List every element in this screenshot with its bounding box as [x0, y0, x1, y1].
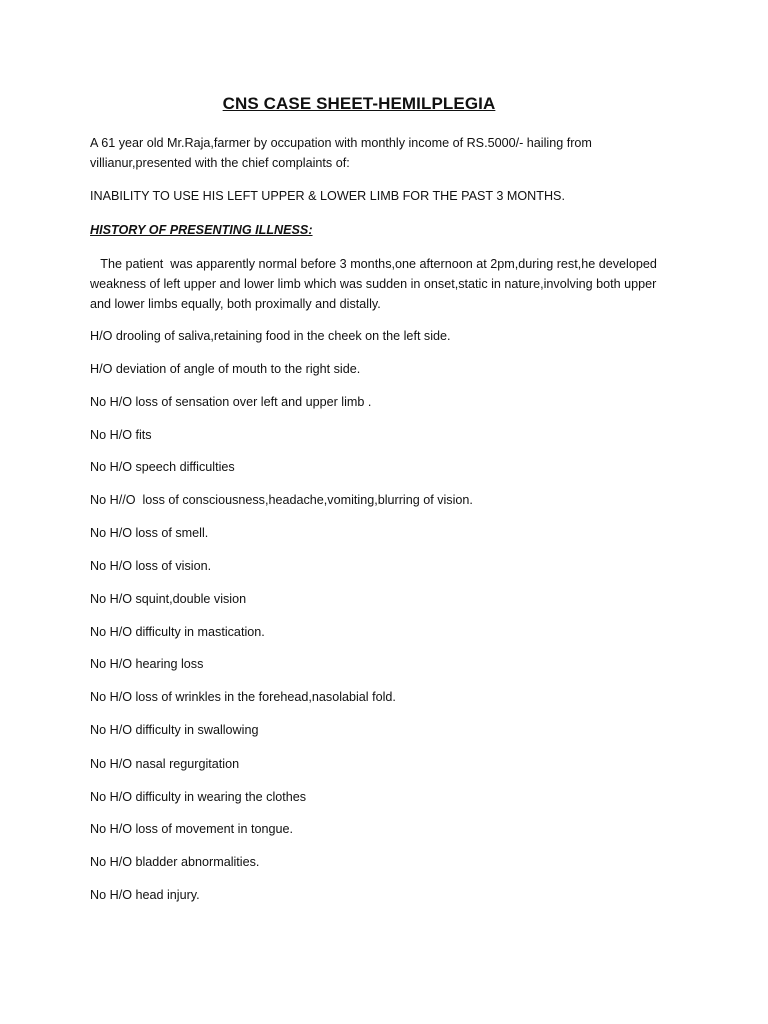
history-heading: HISTORY OF PRESENTING ILLNESS: [90, 223, 313, 237]
history-line-3: and lower limbs equally, both proximally and distally. [90, 297, 381, 311]
finding-line: No H/O head injury. [90, 888, 200, 902]
finding-line: No H/O bladder abnormalities. [90, 855, 260, 869]
finding-line: No H//O loss of consciousness,headache,vomiting,blurring of vision. [90, 493, 473, 507]
chief-complaint: INABILITY TO USE HIS LEFT UPPER & LOWER LIMB FOR THE PAST 3 MONTHS. [90, 189, 565, 203]
finding-line: No H/O hearing loss [90, 657, 204, 671]
finding-line: No H/O squint,double vision [90, 592, 247, 606]
finding-line: No H/O difficulty in mastication. [90, 625, 265, 639]
intro-line-2: villianur,presented with the chief complaints of: [90, 156, 350, 170]
finding-line: No H/O loss of movement in tongue. [90, 822, 293, 836]
finding-line: No H/O difficulty in wearing the clothes [90, 790, 307, 804]
document-title: CNS CASE SHEET-HEMILPLEGIA [222, 94, 496, 113]
finding-line: No H/O loss of vision. [90, 559, 212, 573]
finding-line: No H/O nasal regurgitation [90, 757, 240, 771]
intro-line-1: A 61 year old Mr.Raja,farmer by occupation with monthly income of RS.5000/- hailing from [90, 136, 592, 150]
history-line-2: weakness of left upper and lower limb which was sudden in onset,static in nature,involving both upper [90, 277, 657, 291]
finding-line: No H/O difficulty in swallowing [90, 723, 259, 737]
finding-line: No H/O loss of wrinkles in the forehead,nasolabial fold. [90, 690, 396, 704]
finding-line: No H/O loss of sensation over left and upper limb . [90, 395, 372, 409]
history-line-1: The patient was apparently normal before 3 months,one afternoon at 2pm,during rest,he developed [90, 257, 657, 271]
finding-line: No H/O speech difficulties [90, 460, 235, 474]
finding-line: No H/O loss of smell. [90, 526, 209, 540]
finding-line: H/O deviation of angle of mouth to the right side. [90, 362, 361, 376]
finding-line: No H/O fits [90, 428, 152, 442]
finding-line: H/O drooling of saliva,retaining food in the cheek on the left side. [90, 329, 451, 343]
